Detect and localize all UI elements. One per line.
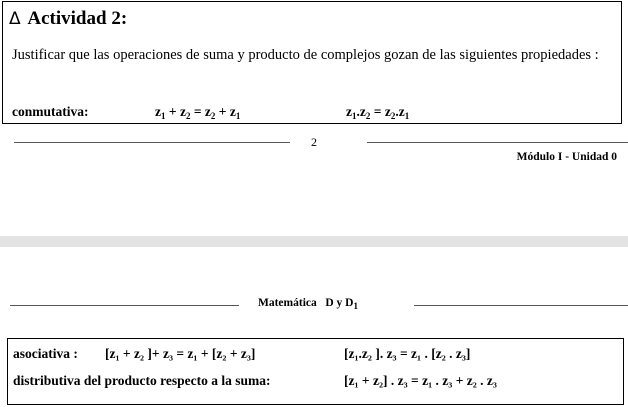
conmutativa-label: conmutativa: — [12, 104, 89, 119]
header-rule-right — [414, 305, 628, 306]
asociativa-sum: [z₁ + z₂ ]+ z₃ = z₁ + [z₂ + z₃] — [105, 346, 256, 361]
asociativa-label: asociativa : — [13, 346, 78, 361]
page-separator — [0, 236, 628, 247]
delta-icon: Δ — [9, 9, 21, 29]
asociativa-product: [z₁.z₂ ]. z₃ = z₁ . [z₂ . z₃] — [344, 346, 471, 361]
properties-box — [7, 338, 624, 405]
footer-rule-left — [14, 142, 290, 143]
activity-title-text: Actividad 2: — [27, 8, 128, 29]
conmutativa-product: $z_1.z_2 = z_2.z_1$ — [346, 104, 410, 121]
page-header: Matemática D y $D_1$ — [258, 297, 358, 311]
header-rule-left — [10, 305, 239, 306]
footer-rule-right — [367, 142, 628, 143]
conmutativa-sum: $z_1 + z_2 = z_2 + z_1$ — [155, 104, 241, 121]
activity-box — [2, 1, 622, 124]
distributiva-label: distributiva del producto respecto a la suma: — [13, 373, 271, 388]
activity-title — [9, 8, 127, 30]
module-label: Módulo I - Unidad 0 — [516, 151, 617, 163]
page-number: 2 — [311, 135, 317, 149]
distributiva-expression: [z₁ + z₂] . z₃ = z₁ . z₃ + z₂ . z₃ — [344, 373, 497, 388]
activity-paragraph: Justificar que las operaciones de suma y producto de complejos gozan de las siguientes propiedades : — [12, 47, 599, 63]
